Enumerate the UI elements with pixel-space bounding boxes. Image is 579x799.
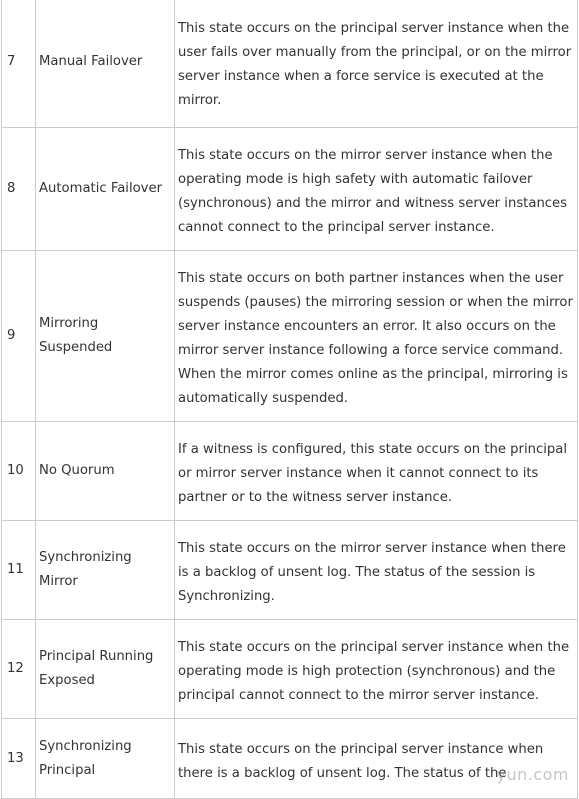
state-number: 11 [2, 521, 36, 620]
table-row [2, 719, 578, 799]
table-row [2, 620, 578, 719]
state-description-text: This state occurs on the mirror server instance when the operating mode is high safety with automatic failover (synchronous) and the mirror and witness server instances cannot connect to the principal server instance. [178, 148, 568, 235]
state-name: Synchronizing Mirror [36, 521, 175, 620]
state-description-text: This state occurs on the mirror server instance when there is a backlog of unsent log. The status of the session is Synchronizing. [178, 541, 566, 604]
state-description [175, 128, 578, 251]
state-name: Manual Failover [36, 0, 175, 128]
state-description [175, 0, 578, 128]
state-description [175, 719, 578, 799]
state-number: 12 [2, 620, 36, 719]
table-row [2, 422, 578, 521]
state-name: Synchronizing Principal [36, 719, 175, 799]
state-name: Mirroring Suspended [36, 251, 175, 422]
state-number: 13 [2, 719, 36, 799]
state-description-text: This state occurs on both partner instances when the user suspends (pauses) the mirroring session or when the mirror server instance encounters an error. It also occurs on the mirror server instance following a force service command. When the mirror comes online as the principal, mirroring is automatically suspended. [178, 271, 573, 406]
state-name: Principal Running Exposed [36, 620, 175, 719]
state-description [175, 521, 578, 620]
state-description-text: This state occurs on the principal server instance when the user fails over manually from the principal, or on the mirror server instance when a force service is executed at the mirror. [178, 21, 572, 108]
state-description-text: This state occurs on the principal server instance when the operating mode is high protection (synchronous) and the principal cannot connect to the mirror server instance. [178, 640, 570, 703]
table-row [2, 521, 578, 620]
state-number: 8 [2, 128, 36, 251]
state-description [175, 251, 578, 422]
table-row [2, 251, 578, 422]
states-table [1, 0, 578, 799]
state-description [175, 620, 578, 719]
state-name: No Quorum [36, 422, 175, 521]
state-number: 7 [2, 0, 36, 128]
state-number: 10 [2, 422, 36, 521]
state-description [175, 422, 578, 521]
table-row [2, 0, 578, 128]
state-name: Automatic Failover [36, 128, 175, 251]
state-description-text: If a witness is configured, this state occurs on the principal or mirror server instance when it cannot connect to its partner or to the witness server instance. [178, 442, 568, 505]
table-row [2, 128, 578, 251]
state-number: 9 [2, 251, 36, 422]
watermark: yun.com [496, 765, 569, 784]
state-description-text: This state occurs on the principal server instance when there is a backlog of unsent log. The status of the [178, 741, 544, 781]
